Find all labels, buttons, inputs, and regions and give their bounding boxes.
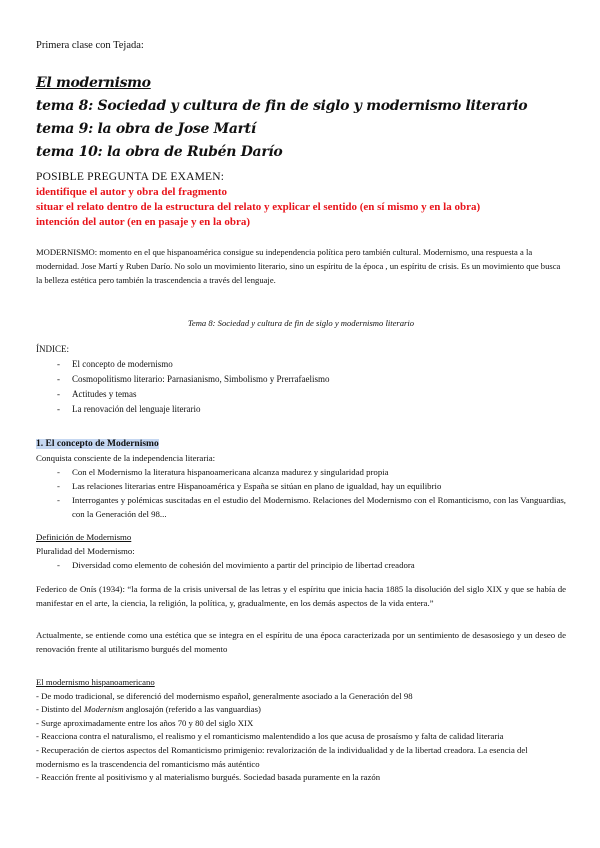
index-item: - El concepto de modernismo	[36, 357, 329, 372]
section-lead: Conquista consciente de la independencia literaria:	[36, 453, 216, 463]
section-list	[36, 558, 566, 572]
list-item	[36, 703, 566, 717]
section-concepto	[36, 436, 566, 521]
index-item: - Cosmopolitismo literario: Parnasianismo, Simbolismo y Prerrafaelismo	[36, 372, 329, 387]
section-heading: El modernismo hispanoamericano	[36, 677, 155, 687]
title-block	[36, 72, 527, 164]
text-fragment: - Distinto del	[36, 704, 85, 715]
index-label: ÍNDICE:	[36, 344, 69, 354]
section-hispanoamericano	[36, 676, 566, 785]
section-title-centered: Tema 8: Sociedad y cultura de fin de siglo y modernismo literario	[187, 318, 415, 328]
list-item: - Recuperación de ciertos aspectos del Romanticismo primigenio: revalorización de la individualidad y de la libertad creadora. La esencia del modernismo es la trascendencia del romanticismo más auténtico	[36, 744, 528, 769]
list-item: - Interrogantes y polémicas suscitadas en el estudio del Modernismo. Relaciones del Modernismo con el Romanticismo, con las Vanguardias, con la Generación del 98...	[36, 493, 566, 521]
onis-quote: Federico de Onís (1934): “la forma de la crisis universal de las letras y el espíritu que inicia hacia 1885 la disolución del siglo XIX y que se había de manifestar en el arte, la ciencia, la religión, la política, y, gradualmente, en los demás aspectos de la vida entera.”	[36, 584, 566, 608]
list-item: - De modo tradicional, se diferenció del modernismo español, generalmente asociado a la Generación del 98	[36, 690, 413, 701]
topic-title: tema 9: la obra de Jose Martí	[36, 121, 256, 137]
exam-question-block	[36, 170, 480, 230]
section-heading: 1. El concepto de Modernismo	[36, 439, 159, 449]
list-item: - Las relaciones literarias entre Hispanoamérica y España se sitúan en plano de igualdad, hay un equilibrio	[36, 479, 566, 493]
list-item: - Diversidad como elemento de cohesión del movimiento a partir del principio de libertad creadora	[36, 558, 566, 572]
section-definicion	[36, 530, 566, 572]
exam-heading: POSIBLE PREGUNTA DE EXAMEN:	[36, 171, 225, 183]
exam-item: identifique el autor y obra del fragmento	[36, 186, 228, 198]
list-item: - Surge aproximadamente entre los años 70 y 80 del siglo XIX	[36, 717, 254, 728]
main-title: El modernismo	[36, 75, 151, 91]
exam-item: intención del autor (en en pasaje y en la obra)	[36, 216, 250, 228]
index-item: - Actitudes y temas	[36, 387, 329, 402]
topic-title: tema 8: Sociedad y cultura de fin de siglo y modernismo literario	[36, 98, 528, 114]
text-fragment: anglosajón (referido a las vanguardias)	[123, 704, 261, 715]
section-list	[36, 465, 566, 521]
list-item: - Reacciona contra el naturalismo, el realismo y el romanticismo malentendido a los que acusa de prosaísmo y falta de calidad literaria	[36, 731, 504, 742]
actualmente-paragraph: Actualmente, se entiende como una estética que se integra en el espíritu de una época caracterizada por un sentimiento de desasosiego y un deseo de renovación frente al utilitarismo burgués del momento	[36, 630, 566, 654]
section-lead: Pluralidad del Modernismo:	[36, 546, 135, 556]
index-block	[36, 342, 329, 417]
modernismo-definition: MODERNISMO: momento en el que hispanoamérica consigue su independencia política pero también cultural. Modernismo, una respuesta a la modernidad. Jose Martí y Ruben Darío. No solo un movimiento literario, sino un espíritu de la época , un espíritu de crisis. Es un movimiento que busca la belleza estética pero también la trascendencia a través del lenguaje.	[36, 247, 561, 285]
index-item: - La renovación del lenguaje literario	[36, 402, 329, 417]
list-item: - Reacción frente al positivismo y al materialismo burgués. Sociedad basada puramente en la razón	[36, 772, 381, 783]
emphasis-term: Modernism	[84, 704, 124, 715]
topic-title: tema 10: la obra de Rubén Darío	[36, 144, 283, 160]
intro-line: Primera clase con Tejada:	[36, 40, 144, 51]
index-list	[36, 357, 329, 417]
list-item: - Con el Modernismo la literatura hispanoamericana alcanza madurez y singularidad propia	[36, 465, 566, 479]
section-heading: Definición de Modernismo	[36, 532, 132, 542]
exam-item: situar el relato dentro de la estructura del relato y explicar el sentido (en sí mismo y en la obra)	[36, 201, 481, 213]
